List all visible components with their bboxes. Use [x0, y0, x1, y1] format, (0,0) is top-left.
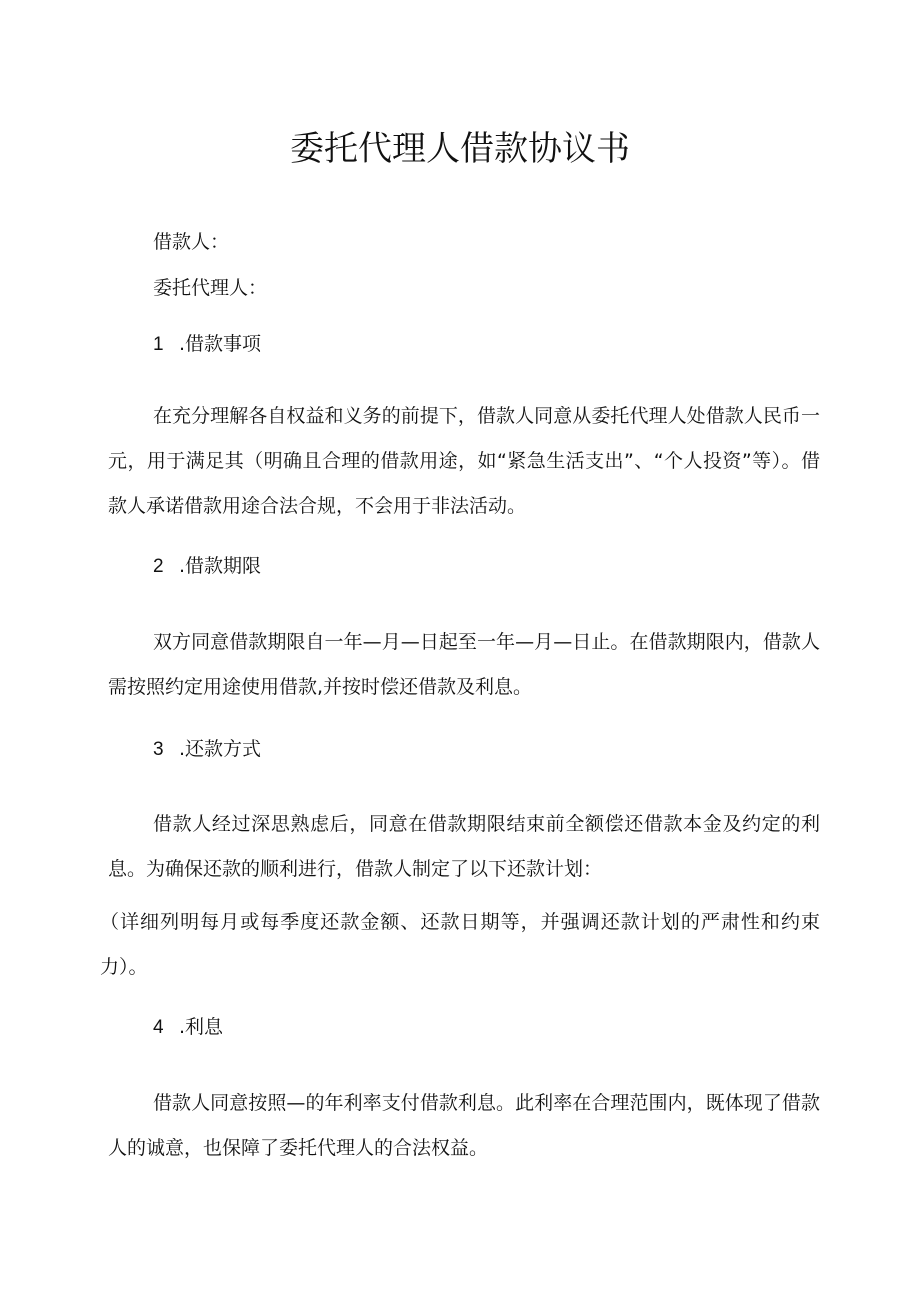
section-title: .利息 [179, 1016, 224, 1038]
section-title: .借款期限 [179, 555, 262, 577]
section-title: .还款方式 [179, 738, 262, 760]
section-heading-2 [153, 552, 261, 581]
section-number: 2 [153, 556, 164, 577]
section-heading-3 [153, 735, 261, 764]
borrower-label: 借款人： [153, 231, 230, 253]
section-paragraph-4: 借款人同意按照—的年利率支付借款利息。此利率在合理范围内，既体现了借款人的诚意，也保障了委托代理人的合法权益。 [108, 1092, 820, 1159]
section-paragraph-3: 借款人经过深思熟虑后，同意在借款期限结束前全额偿还借款本金及约定的利息。为确保还款的顺利进行，借款人制定了以下还款计划： [108, 813, 820, 880]
section-heading-1 [153, 330, 261, 359]
section-heading-4 [153, 1013, 223, 1042]
section-number: 1 [153, 334, 164, 355]
section-number: 4 [153, 1017, 164, 1038]
section-note-3: （详细列明每月或每季度还款金额、还款日期等，并强调还款计划的严肃性和约束力）。 [100, 911, 820, 978]
section-number: 3 [153, 739, 164, 760]
section-title: .借款事项 [179, 333, 262, 355]
document-title: 委托代理人借款协议书 [290, 129, 630, 169]
section-paragraph-1: 在充分理解各自权益和义务的前提下，借款人同意从委托代理人处借款人民币一元，用于满足其（明确且合理的借款用途，如“紧急生活支出”、“个人投资”等）。借款人承诺借款用途合法合规，不会用于非法活动。 [108, 405, 820, 517]
agent-label: 委托代理人： [153, 277, 268, 299]
section-paragraph-2: 双方同意借款期限自一年—月—日起至一年—月—日止。在借款期限内，借款人需按照约定用途使用借款,并按时偿还借款及利息。 [108, 631, 820, 698]
